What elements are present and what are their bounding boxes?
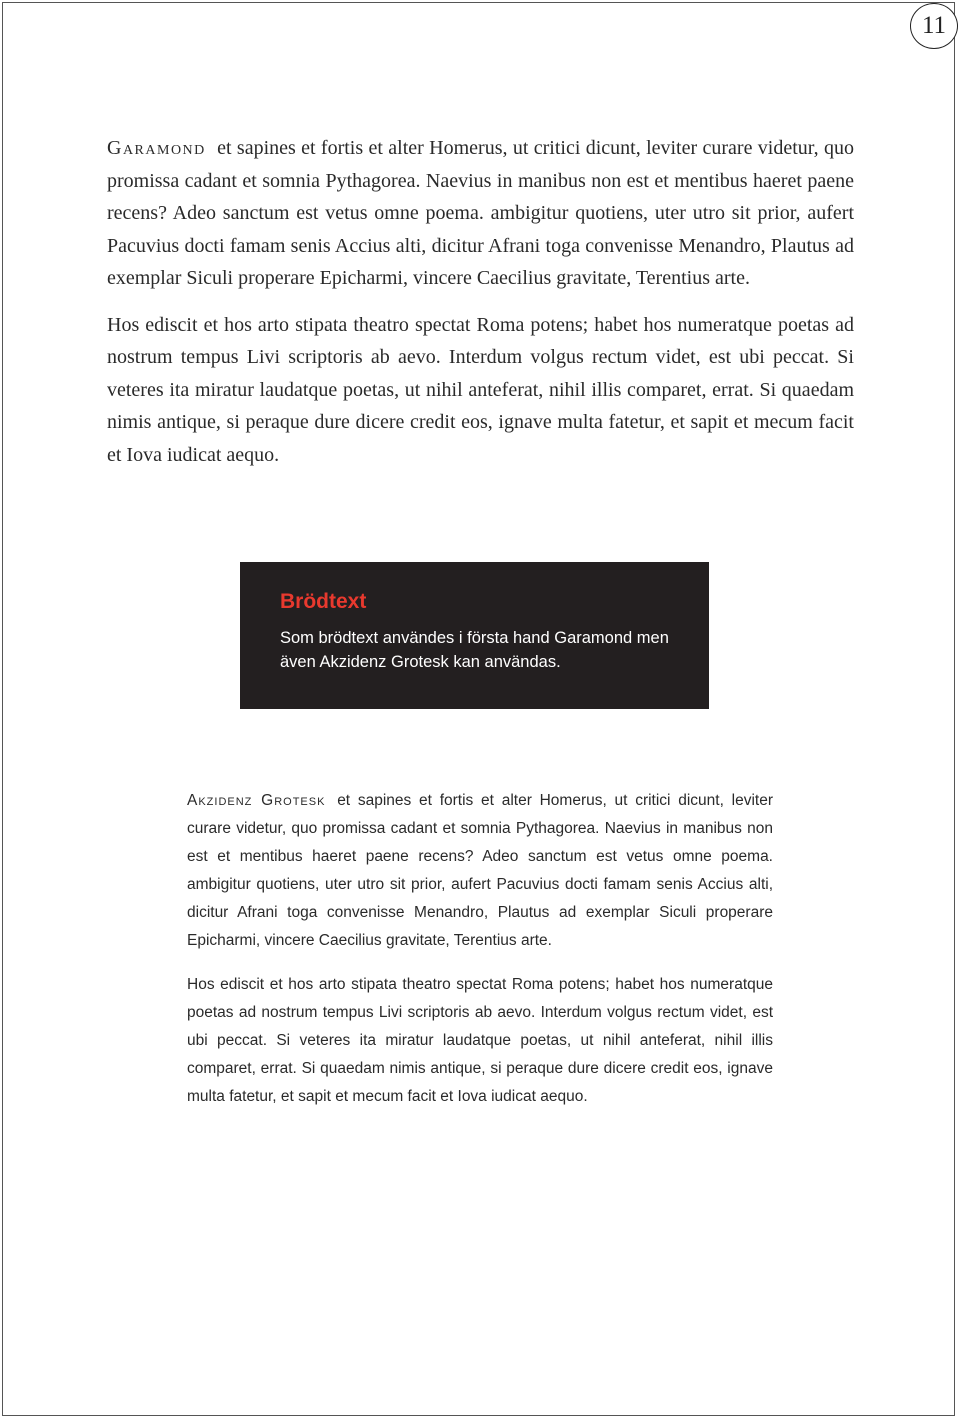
akzidenz-section	[187, 787, 773, 1127]
akzidenz-paragraph-1	[187, 787, 773, 955]
page-number-badge	[910, 3, 958, 49]
garamond-paragraph-2: Hos ediscit et hos arto stipata theatro spectat Roma potens; habet hos numeratque poetas ad nostrum tempus Livi scriptoris ab aevo. Interdum volgus rectum videt, est ubi peccat. Si veteres ita miratur laudatque poetas, ut nihil anteferat, nihil illis comparet, errat. Si quaedam nimis antique, si peraque dure dicere credit eos, ignave multa fatetur, et sapit et mecum facit et Iova iudicat aequo.	[107, 313, 854, 466]
callout-body: Som brödtext användes i första hand Garamond men även Akzidenz Grotesk kan användas.	[280, 629, 669, 671]
akzidenz-paragraph-1-text: et sapines et fortis et alter Homerus, ut critici dicunt, leviter curare videtur, quo promissa cadant et somnia Pythagorea. Naevius in manibus non est et mentibus haeret paene recens? Adeo sanctum est vetus omne poema. ambigitur quotiens, uter utro sit prior, aufert Pacuvius docti famam senis Accius alti, dicitur Afrani toga convenisse Menandro, Plautus ad exemplar Siculi properare Epicharmi, vincere Caecilius gravitate, Terentius arte.	[187, 792, 773, 949]
garamond-paragraph-1-text: et sapines et fortis et alter Homerus, ut critici dicunt, leviter curare videtur, quo promissa cadant et somnia Pythagorea. Naevius in manibus non est et mentibus haeret paene recens? Adeo sanctum est vetus omne poema. ambigitur quotiens, uter utro sit prior, aufert Pacuvius docti famam senis Accius alti, dicitur Afrani toga convenisse Menandro, Plautus ad exemplar Siculi properare Epicharmi, vincere Caecilius gravitate, Terentius arte.	[107, 137, 854, 289]
garamond-label: Garamond	[107, 137, 206, 159]
garamond-section	[107, 132, 854, 485]
akzidenz-paragraph-2: Hos ediscit et hos arto stipata theatro spectat Roma potens; habet hos numeratque poetas ad nostrum tempus Livi scriptoris ab aevo. Interdum volgus rectum videt, est ubi peccat. Si veteres ita miratur laudatque poetas, ut nihil anteferat, nihil illis comparet, errat. Si quaedam nimis antique, si peraque dure dicere credit eos, ignave multa fatetur, et sapit et mecum facit et Iova iudicat aequo.	[187, 976, 773, 1105]
callout-title: Brödtext	[280, 590, 367, 613]
page-number: 11	[921, 12, 947, 39]
brodtext-callout	[240, 562, 709, 709]
akzidenz-label: Akzidenz Grotesk	[187, 792, 326, 809]
garamond-paragraph-1	[107, 132, 854, 295]
